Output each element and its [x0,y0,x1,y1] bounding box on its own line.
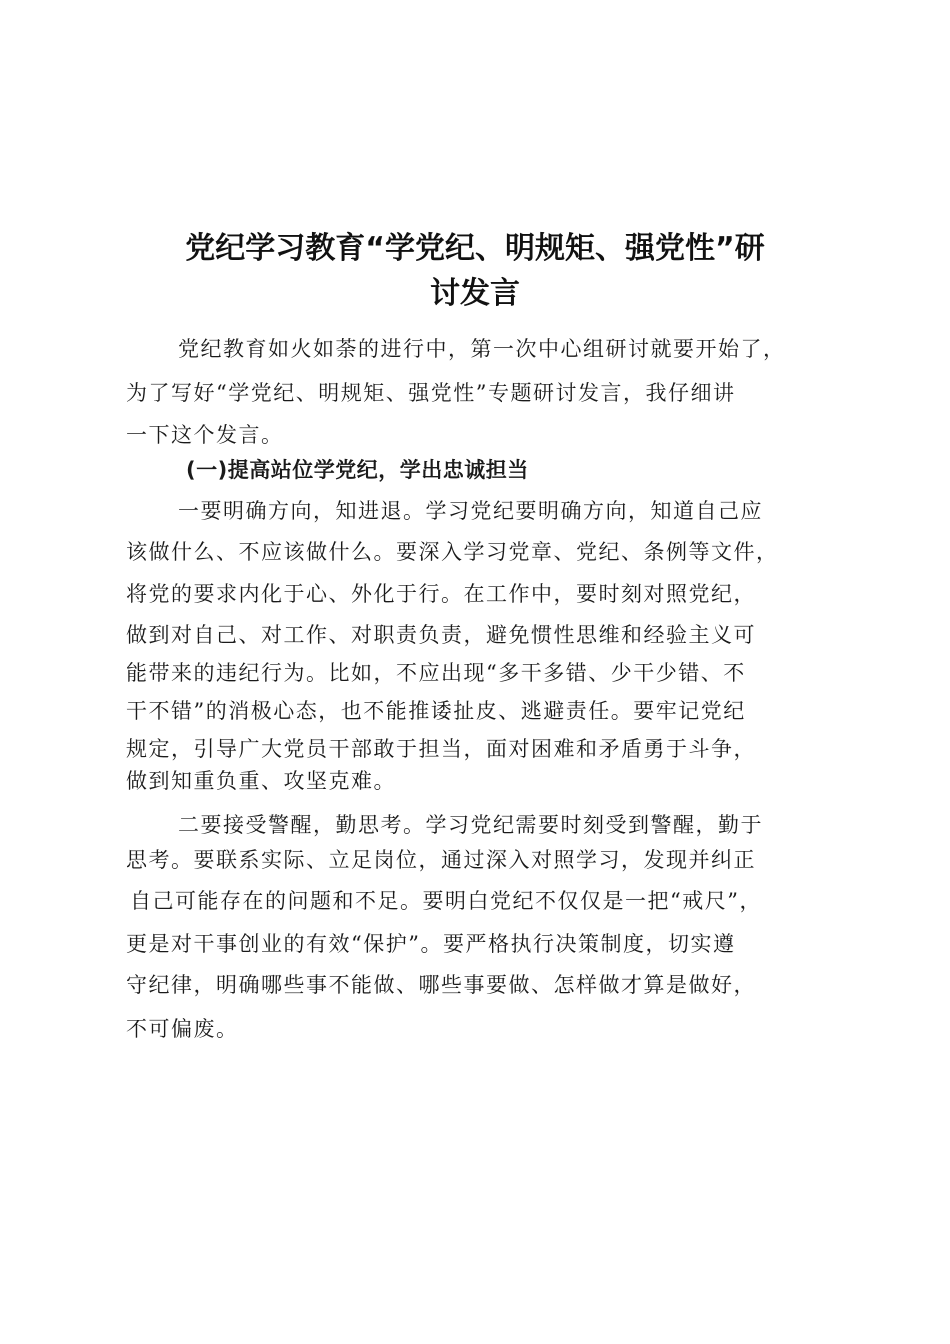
para-1-line-8: 做到知重负重、攻坚克难。 [126,769,396,793]
intro-line-2: 为了写好“学党纪、明规矩、强党性”专题研讨发言，我仔细讲 [126,381,736,405]
para-1-line-2: 该做什么、不应该做什么。要深入学习党章、党纪、条例等文件， [126,540,779,564]
para-2-line-6: 不可偏废。 [126,1017,239,1041]
para-2-line-5: 守纪律，明确哪些事不能做、哪些事要做、怎样做才算是做好， [126,973,756,997]
intro-line-3: 一下这个发言。 [126,423,284,447]
document-title [110,226,840,316]
title-line-1: 党纪学习教育“学党纪、明规矩、强党性”研 [185,231,765,266]
para-1-line-4: 做到对自己、对工作、对职责负责，避免惯性思维和经验主义可 [126,623,756,647]
para-2-line-4: 更是对干事创业的有效“保护”。要严格执行决策制度，切实遵 [126,932,736,956]
title-line-2: 讨发言 [430,276,520,311]
para-2-line-1: 二要接受警醒，勤思考。学习党纪需要时刻受到警醒，勤于 [178,813,763,837]
para-1-line-1: 一要明确方向，知进退。学习党纪要明确方向，知道自己应 [178,499,763,523]
para-1-line-3: 将党的要求内化于心、外化于行。在工作中，要时刻对照党纪， [126,582,756,606]
para-2-line-2: 思考。要联系实际、立足岗位，通过深入对照学习，发现并纠正 [126,848,756,872]
intro-line-1: 党纪教育如火如荼的进行中，第一次中心组研讨就要开始了， [178,337,786,361]
para-2-line-3: 自己可能存在的问题和不足。要明白党纪不仅仅是一把“戒尺”， [130,889,762,913]
para-1-line-6: 干不错”的消极心态，也不能推诿扯皮、逃避责任。要牢记党纪 [126,699,746,723]
para-1-line-5: 能带来的违纪行为。比如，不应出现“多干多错、少干少错、不 [126,661,746,685]
section-1-heading: (一)提高站位学党纪，学出忠诚担当 [186,458,529,482]
para-1-line-7: 规定，引导广大党员干部敢于担当，面对困难和矛盾勇于斗争， [126,737,756,761]
